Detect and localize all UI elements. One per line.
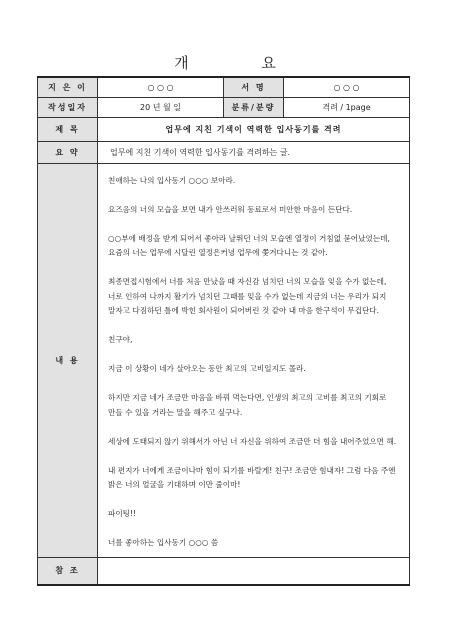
content-paragraph: 하지만 지금 네가 조금만 마음을 바꿔 먹는다면, 인생의 최고의 고비를 최고의 기회로 만들 수 있을 거라는 말을 해주고 싶구나.	[108, 393, 387, 417]
subject-row	[38, 117, 410, 141]
date-row	[38, 97, 410, 117]
author-row	[38, 77, 410, 97]
content-paragraph: 최종면접시험에서 너를 처음 만났을 때 자신감 넘치던 너의 모습을 잊을 수가 없는데, 너로 인하여 나까지 활기가 넘치던 그때를 잊을 수가 없는데 지금의 너는 우리가 되지 말자고 다짐하던 틀에 박힌 회사원이 되어버린 것 같아 내 마음 한구석이 무겁단다.	[108, 277, 387, 315]
summary-label: 요 약	[38, 141, 98, 163]
reference-label: 참 조	[38, 557, 98, 585]
overview-table	[37, 76, 410, 586]
summary-row	[38, 141, 410, 163]
content-label: 내 용	[38, 163, 98, 557]
signature-label: 서 명	[224, 77, 284, 97]
content-paragraph: 세상에 도태되지 않기 위해서가 아닌 너 자신을 위하여 조금만 더 힘을 내어주었으면 해.	[108, 436, 397, 446]
reference-row	[38, 557, 410, 585]
summary-value: 업무에 지친 기색이 역력한 입사동기를 격려하는 글.	[98, 141, 410, 163]
content-paragraph: 너를 좋아하는 입사동기 ○○○ 씀	[108, 538, 219, 547]
subject-value: 업무에 지친 기색이 역력한 입사동기를 격려	[98, 117, 410, 141]
author-label: 지 은 이	[38, 77, 98, 97]
content-paragraph: 요즈음의 너의 모습을 보면 내가 안쓰러워 동료로서 미안한 마음이 든단다.	[108, 204, 353, 214]
date-value: 20 년 월 일	[98, 97, 224, 117]
content-paragraph: 파이팅!!	[108, 509, 137, 518]
date-label: 작성일자	[38, 97, 98, 117]
content-paragraph: 지금 이 상황이 네가 살아오는 동안 최고의 고비일지도 몰라.	[108, 364, 306, 373]
content-paragraph: 내 편지가 너에게 조금이나마 힘이 되기를 바랄게! 친구! 조금만 힘내자! 그럼 다음 주엔 밝은 너의 얼굴을 기대하며 이만 줄이마!	[108, 465, 396, 489]
content-paragraph: 친구야,	[108, 335, 133, 344]
content-body	[98, 163, 410, 557]
category-label: 분류/분량	[224, 97, 284, 117]
author-value: ○ ○ ○	[98, 77, 224, 97]
reference-value	[98, 557, 410, 585]
subject-label: 제 목	[38, 117, 98, 141]
content-paragraph: 친애하는 나의 입사동기 ○○○ 보아라.	[108, 175, 236, 185]
content-paragraph: ○○부에 배정을 받게 되어서 좋아라 날뛰던 너의 모습엔 열정이 거침없 묻어났었는데, 요즘의 너는 업무에 시달린 열정은커녕 업무에 쫓겨다니는 것 같아.	[108, 233, 390, 257]
content-row	[38, 163, 410, 557]
category-value: 격려 / 1page	[284, 97, 410, 117]
document-title: 개 요	[174, 54, 310, 72]
signature-value: ○ ○ ○	[284, 77, 410, 97]
